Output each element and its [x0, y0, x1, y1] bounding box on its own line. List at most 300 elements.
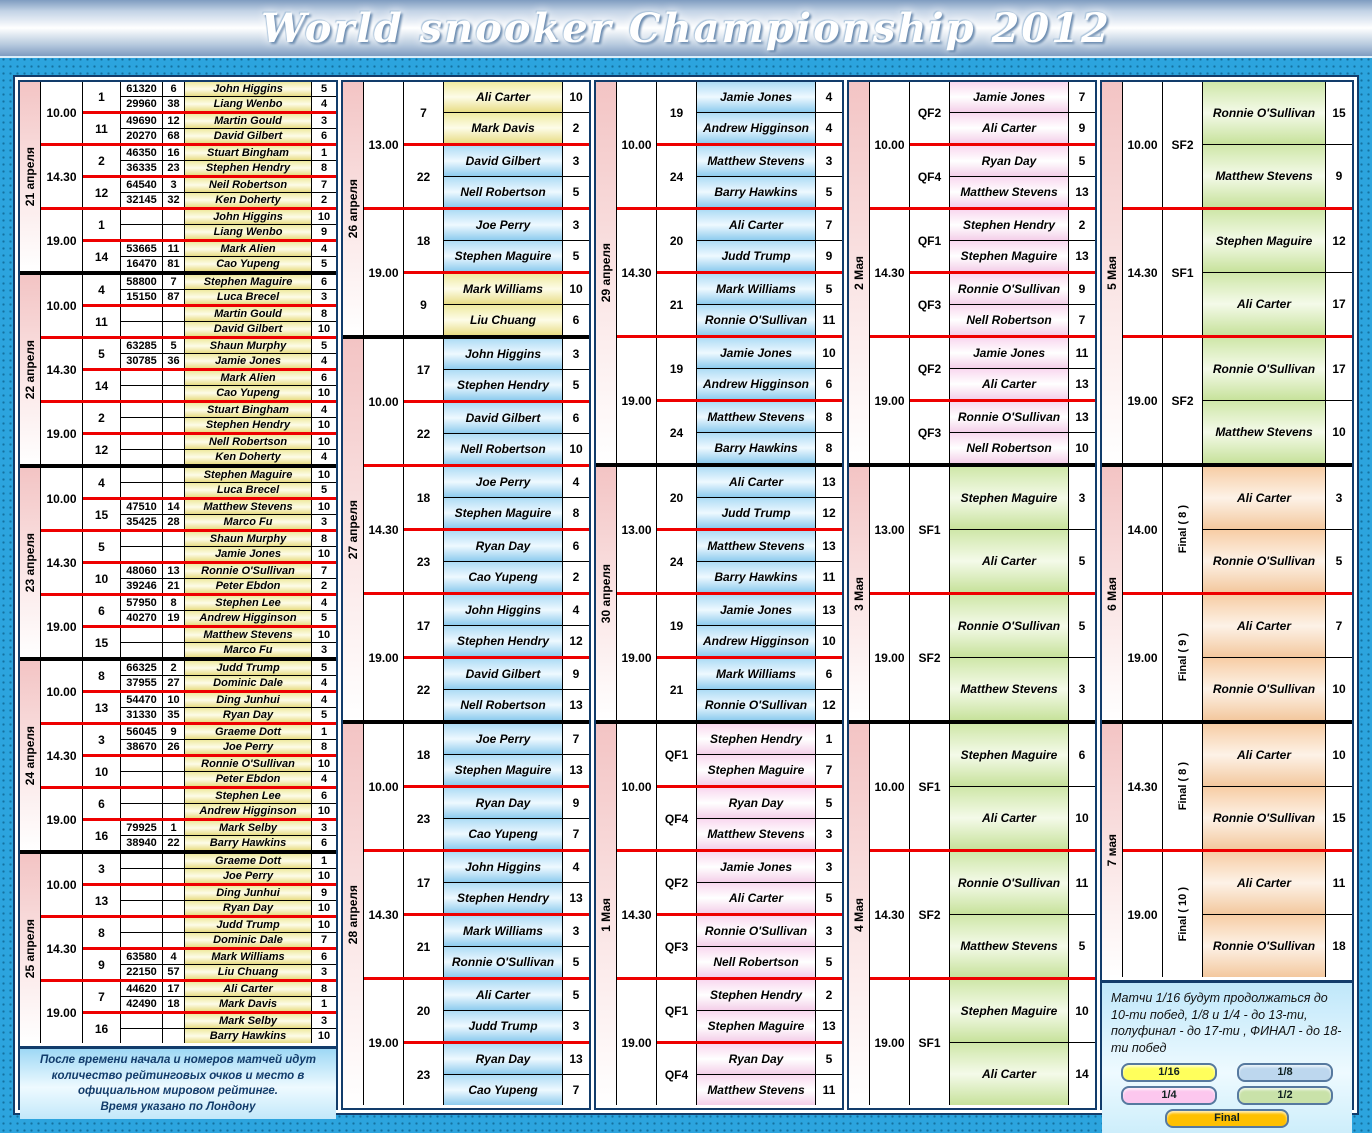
- match-rows: [444, 339, 589, 400]
- player-name: Stephen Hendry: [697, 980, 816, 1010]
- match-number-text: 17: [416, 618, 431, 633]
- player-score: 11: [822, 313, 836, 327]
- match-block: [83, 339, 336, 368]
- match-rows: [121, 628, 336, 657]
- player-row: [444, 497, 589, 528]
- player-name: Joe Perry: [185, 869, 312, 883]
- match-rows: [950, 82, 1095, 143]
- rating-points: [121, 386, 163, 400]
- player-name: Stephen Lee: [185, 596, 312, 610]
- player-score: 4: [320, 243, 328, 255]
- info-note-line1: После времени начала и номеров матчей идут количество рейтинговых очков и место в официальном мировом рейтинге.: [39, 1054, 317, 1098]
- player-row: [444, 1010, 589, 1041]
- match-rows: [950, 274, 1095, 335]
- match-number: [657, 146, 697, 207]
- match-number-text: 20: [669, 233, 684, 248]
- player-name: Judd Trump: [697, 498, 816, 528]
- player-row: [697, 980, 842, 1010]
- match-rows: [121, 403, 336, 432]
- player-score: 6: [572, 411, 580, 425]
- match-number: [657, 916, 697, 977]
- player-row: [950, 980, 1095, 1042]
- player-row: [697, 852, 842, 882]
- match-rows: [1203, 595, 1352, 720]
- match-rows: [121, 500, 336, 529]
- match-number-text: SF1: [918, 1035, 941, 1050]
- player-row: [121, 224, 336, 239]
- player-score: 13: [569, 891, 583, 905]
- player-score: 9: [1078, 121, 1086, 135]
- session-time: 19.00: [870, 595, 910, 720]
- player-row: [950, 914, 1095, 977]
- player-name: Ronnie O'Sullivan: [697, 305, 816, 335]
- player-row: [121, 482, 336, 497]
- player-score: 5: [320, 709, 328, 721]
- session-block: [1123, 849, 1352, 977]
- player-name: Jamie Jones: [697, 82, 816, 112]
- player-name: Ronnie O'Sullivan: [697, 916, 816, 946]
- player-score: 3: [572, 154, 580, 168]
- match-rows: [121, 661, 336, 690]
- match-number: [910, 852, 950, 977]
- player-name: Ali Carter: [950, 369, 1069, 399]
- session-time: 10.00: [41, 661, 83, 722]
- player-name: Judd Trump: [185, 918, 312, 932]
- match-number-text: 12: [94, 442, 109, 457]
- player-row: [697, 146, 842, 176]
- match-rows: [950, 338, 1095, 399]
- session-block: [41, 915, 336, 979]
- match-block: [1163, 595, 1352, 720]
- player-score: 10: [1332, 748, 1346, 762]
- player-score: 6: [320, 372, 328, 384]
- session-block: [870, 977, 1095, 1105]
- match-rows: [1203, 210, 1352, 335]
- player-score: 10: [317, 436, 331, 448]
- match-number-text: 21: [669, 297, 684, 312]
- date-label: [849, 724, 870, 1105]
- date-label: [343, 339, 364, 720]
- player-row: [1203, 595, 1352, 657]
- player-name: Ronnie O'Sullivan: [950, 274, 1069, 304]
- player-row: [697, 176, 842, 207]
- player-name: Mark Williams: [185, 950, 312, 964]
- player-name: Liu Chuang: [444, 305, 563, 335]
- player-row: [444, 403, 589, 433]
- player-name: Andrew Higginson: [697, 369, 816, 399]
- player-score: 5: [825, 1052, 833, 1066]
- player-row: [121, 642, 336, 657]
- player-name: Mark Williams: [697, 274, 816, 304]
- player-score: 6: [320, 130, 328, 142]
- session-time: 13.00: [617, 467, 657, 592]
- match-rows: [121, 886, 336, 915]
- match-number-text: QF3: [917, 297, 942, 312]
- session-block: [364, 592, 589, 720]
- match-block: [910, 595, 1095, 720]
- player-row: [121, 821, 336, 835]
- player-row: [697, 754, 842, 785]
- rating-points: [121, 225, 163, 239]
- match-number-text: Final ( 10 ): [1176, 887, 1189, 942]
- session-matches: [910, 980, 1095, 1105]
- player-name: Jamie Jones: [697, 595, 816, 625]
- match-block: [1163, 82, 1352, 207]
- player-row: [950, 338, 1095, 368]
- player-name: John Higgins: [444, 852, 563, 882]
- match-number: [404, 1044, 444, 1105]
- player-row: [121, 675, 336, 690]
- session-block: [41, 979, 336, 1043]
- match-block: [657, 399, 842, 463]
- player-score: 10: [317, 501, 331, 513]
- match-rows: [121, 725, 336, 754]
- match-number: [910, 146, 950, 207]
- day-sessions: [617, 724, 842, 1105]
- match-block: [83, 625, 336, 657]
- player-name: Judd Trump: [185, 661, 312, 675]
- player-name: Ryan Day: [444, 788, 563, 818]
- session-time: 10.00: [41, 854, 83, 915]
- match-block: [83, 818, 336, 850]
- player-score: 5: [825, 282, 833, 296]
- match-number: [83, 564, 121, 593]
- world-rank: 13: [163, 564, 185, 578]
- player-score: 10: [1332, 682, 1346, 696]
- player-row: [697, 561, 842, 592]
- match-block: [83, 690, 336, 722]
- match-number-text: 10: [94, 571, 109, 586]
- player-name: Stephen Maguire: [444, 755, 563, 785]
- match-number: [404, 82, 444, 143]
- player-row: [121, 886, 336, 900]
- match-number-text: SF2: [1171, 137, 1194, 152]
- match-number: [83, 918, 121, 947]
- session-block: [1123, 724, 1352, 849]
- world-rank: 9: [163, 725, 185, 739]
- legend: [1102, 980, 1352, 1133]
- player-row: [697, 402, 842, 432]
- player-name: Liang Wenbo: [185, 97, 312, 111]
- player-score: 10: [569, 282, 583, 296]
- player-score: 7: [572, 1083, 580, 1097]
- player-row: [444, 176, 589, 207]
- match-block: [657, 980, 842, 1041]
- player-score: 8: [320, 533, 328, 545]
- match-number: [657, 659, 697, 720]
- player-score: 5: [572, 955, 580, 969]
- rating-points: [121, 854, 163, 868]
- player-score: 3: [320, 644, 328, 656]
- match-number-text: 16: [94, 828, 109, 843]
- player-name: Mark Alien: [185, 371, 312, 385]
- player-name: Mark Selby: [185, 821, 312, 835]
- world-rank: 7: [163, 275, 185, 289]
- player-name: Ali Carter: [697, 467, 816, 497]
- player-name: Ryan Day: [185, 708, 312, 722]
- player-name: Stuart Bingham: [185, 403, 312, 417]
- match-number: [404, 852, 444, 913]
- match-number: [83, 275, 121, 304]
- match-number: [910, 338, 950, 399]
- match-block: [83, 596, 336, 625]
- session-matches: [910, 82, 1095, 207]
- rating-points: 37955: [121, 676, 163, 690]
- player-name: Ronnie O'Sullivan: [950, 852, 1069, 914]
- player-row: [121, 160, 336, 175]
- player-row: [121, 289, 336, 304]
- player-score: 10: [317, 548, 331, 560]
- world-rank: [163, 450, 185, 464]
- player-score: 12: [1332, 234, 1346, 248]
- player-score: 5: [572, 988, 580, 1002]
- match-number-text: 2: [98, 410, 105, 425]
- match-number-text: 6: [98, 603, 105, 618]
- session-time: 19.00: [1123, 595, 1163, 720]
- match-block: [1163, 210, 1352, 335]
- player-row: [121, 435, 336, 449]
- match-rows: [121, 339, 336, 368]
- player-name: Ryan Day: [444, 531, 563, 561]
- rating-points: 58800: [121, 275, 163, 289]
- player-name: Luca Brecel: [185, 290, 312, 304]
- player-score: 3: [320, 822, 328, 834]
- player-name: Stephen Maguire: [697, 755, 816, 785]
- player-name: Ronnie O'Sullivan: [1203, 915, 1326, 977]
- session-time: 10.00: [870, 724, 910, 849]
- rating-points: 79925: [121, 821, 163, 835]
- session-matches: [83, 468, 336, 529]
- player-score: 10: [317, 211, 331, 223]
- session-matches: [83, 596, 336, 657]
- player-name: Cao Yupeng: [444, 1075, 563, 1105]
- session-time: 13.00: [364, 82, 404, 207]
- player-name: Dominic Dale: [185, 933, 312, 947]
- match-number: [83, 242, 121, 271]
- player-name: Martin Gould: [185, 307, 312, 321]
- match-number: [657, 1044, 697, 1105]
- match-block: [910, 852, 1095, 977]
- match-number: [83, 435, 121, 464]
- session-block: [1123, 467, 1352, 592]
- day-sessions: [1123, 82, 1352, 463]
- player-row: [950, 82, 1095, 112]
- world-rank: 81: [163, 257, 185, 271]
- world-rank: 18: [163, 997, 185, 1011]
- player-score: 13: [1075, 377, 1089, 391]
- world-rank: [163, 418, 185, 432]
- match-number-text: QF1: [664, 1003, 689, 1018]
- player-name: Peter Ebdon: [185, 772, 312, 786]
- match-number: [83, 178, 121, 207]
- player-row: [1203, 852, 1352, 914]
- world-rank: 35: [163, 708, 185, 722]
- match-block: [657, 338, 842, 399]
- session-block: [617, 977, 842, 1105]
- match-rows: [444, 595, 589, 656]
- player-score: 13: [1075, 410, 1089, 424]
- match-number: [404, 595, 444, 656]
- info-note-line2: Время указано по Лондону: [100, 1100, 256, 1113]
- day-block: [20, 850, 336, 1043]
- match-block: [404, 528, 589, 592]
- match-number-text: SF1: [918, 522, 941, 537]
- session-matches: [910, 852, 1095, 977]
- session-matches: [910, 338, 1095, 463]
- player-row: [697, 338, 842, 368]
- match-block: [1163, 338, 1352, 463]
- player-name: Mark Williams: [444, 274, 563, 304]
- player-row: [121, 596, 336, 610]
- session-block: [617, 467, 842, 592]
- player-row: [444, 369, 589, 400]
- match-block: [83, 175, 336, 207]
- rating-points: 42490: [121, 997, 163, 1011]
- player-row: [697, 467, 842, 497]
- player-score: 5: [572, 378, 580, 392]
- match-number-text: 18: [416, 233, 431, 248]
- session-time: 19.00: [364, 210, 404, 335]
- match-number-text: 21: [669, 682, 684, 697]
- player-name: Nell Robertson: [185, 435, 312, 449]
- match-number: [657, 467, 697, 528]
- session-block: [41, 593, 336, 657]
- match-number-text: SF2: [1171, 393, 1194, 408]
- player-name: Barry Hawkins: [697, 177, 816, 207]
- page-title: World snooker Championship 2012: [261, 4, 1111, 52]
- session-block: [1123, 82, 1352, 207]
- match-number: [404, 274, 444, 335]
- player-score: 4: [320, 694, 328, 706]
- match-number-text: 22: [416, 682, 431, 697]
- player-row: [121, 789, 336, 803]
- player-score: 15: [1332, 106, 1346, 120]
- player-name: Ronnie O'Sullivan: [185, 757, 312, 771]
- player-score: 14: [1075, 1067, 1089, 1081]
- date-text: 3 Мая: [852, 576, 866, 611]
- player-score: 10: [317, 1030, 331, 1042]
- world-rank: 3: [163, 178, 185, 192]
- match-rows: [950, 852, 1095, 977]
- session-matches: [83, 339, 336, 400]
- player-score: 17: [1332, 297, 1346, 311]
- session-time: 19.00: [617, 595, 657, 720]
- player-score: 13: [822, 1019, 836, 1033]
- day-block: [20, 271, 336, 464]
- match-rows: [444, 1044, 589, 1105]
- player-row: [121, 403, 336, 417]
- day-sessions: [41, 661, 336, 850]
- rating-points: 16470: [121, 257, 163, 271]
- match-number-text: QF4: [664, 1067, 689, 1082]
- player-row: [950, 368, 1095, 399]
- session-time: 19.00: [870, 338, 910, 463]
- match-number-text: QF3: [664, 939, 689, 954]
- player-score: 2: [320, 580, 328, 592]
- player-name: Ali Carter: [1203, 852, 1326, 914]
- match-block: [910, 399, 1095, 463]
- match-number-text: SF2: [918, 650, 941, 665]
- day-sessions: [870, 82, 1095, 463]
- match-number: [83, 821, 121, 850]
- session-time: 19.00: [1123, 852, 1163, 977]
- player-row: [697, 882, 842, 913]
- rating-points: [121, 804, 163, 818]
- session-time: 10.00: [364, 724, 404, 849]
- match-number-text: 20: [416, 1003, 431, 1018]
- player-row: [697, 210, 842, 240]
- day-sessions: [870, 724, 1095, 1105]
- player-row: [444, 946, 589, 977]
- rating-points: [121, 757, 163, 771]
- player-row: [1203, 144, 1352, 207]
- player-row: [121, 192, 336, 207]
- match-number: [1163, 338, 1203, 463]
- match-rows: [121, 789, 336, 818]
- match-rows: [444, 724, 589, 785]
- player-row: [121, 82, 336, 96]
- match-block: [910, 980, 1095, 1105]
- player-score: 4: [320, 404, 328, 416]
- player-score: 10: [317, 805, 331, 817]
- rating-points: 66325: [121, 661, 163, 675]
- player-name: Andrew Higginson: [185, 611, 312, 625]
- player-score: 3: [320, 1015, 328, 1027]
- title-bar: [0, 0, 1372, 58]
- player-name: John Higgins: [185, 82, 312, 96]
- player-row: [1203, 529, 1352, 592]
- player-row: [697, 240, 842, 271]
- match-number-text: 22: [416, 169, 431, 184]
- player-name: Joe Perry: [444, 467, 563, 497]
- date-text: 6 Мая: [1105, 576, 1119, 611]
- player-row: [1203, 914, 1352, 977]
- player-name: Ken Doherty: [185, 450, 312, 464]
- world-rank: [163, 403, 185, 417]
- match-number: [657, 338, 697, 399]
- player-score: 13: [1075, 185, 1089, 199]
- match-rows: [1203, 467, 1352, 592]
- player-row: [444, 433, 589, 464]
- match-number: [83, 886, 121, 915]
- session-block: [364, 724, 589, 849]
- player-row: [444, 818, 589, 849]
- match-rows: [1203, 724, 1352, 849]
- player-score: 7: [1335, 619, 1343, 633]
- match-number: [83, 725, 121, 754]
- player-score: 1: [825, 732, 833, 746]
- match-block: [657, 467, 842, 528]
- session-block: [41, 786, 336, 850]
- player-score: 12: [822, 698, 836, 712]
- match-block: [657, 1041, 842, 1105]
- match-number: [657, 852, 697, 913]
- player-row: [121, 996, 336, 1011]
- match-block: [404, 143, 589, 207]
- player-row: [697, 368, 842, 399]
- match-block: [83, 210, 336, 239]
- date-text: 27 апреля: [346, 499, 360, 560]
- match-number: [657, 402, 697, 463]
- player-name: Matthew Stevens: [950, 658, 1069, 720]
- date-label: [596, 724, 617, 1105]
- date-label: [1102, 724, 1123, 977]
- match-number: [1163, 82, 1203, 207]
- match-number-text: 18: [416, 490, 431, 505]
- session-matches: [404, 724, 589, 849]
- world-rank: [163, 901, 185, 915]
- date-text: 29 апреля: [599, 242, 613, 303]
